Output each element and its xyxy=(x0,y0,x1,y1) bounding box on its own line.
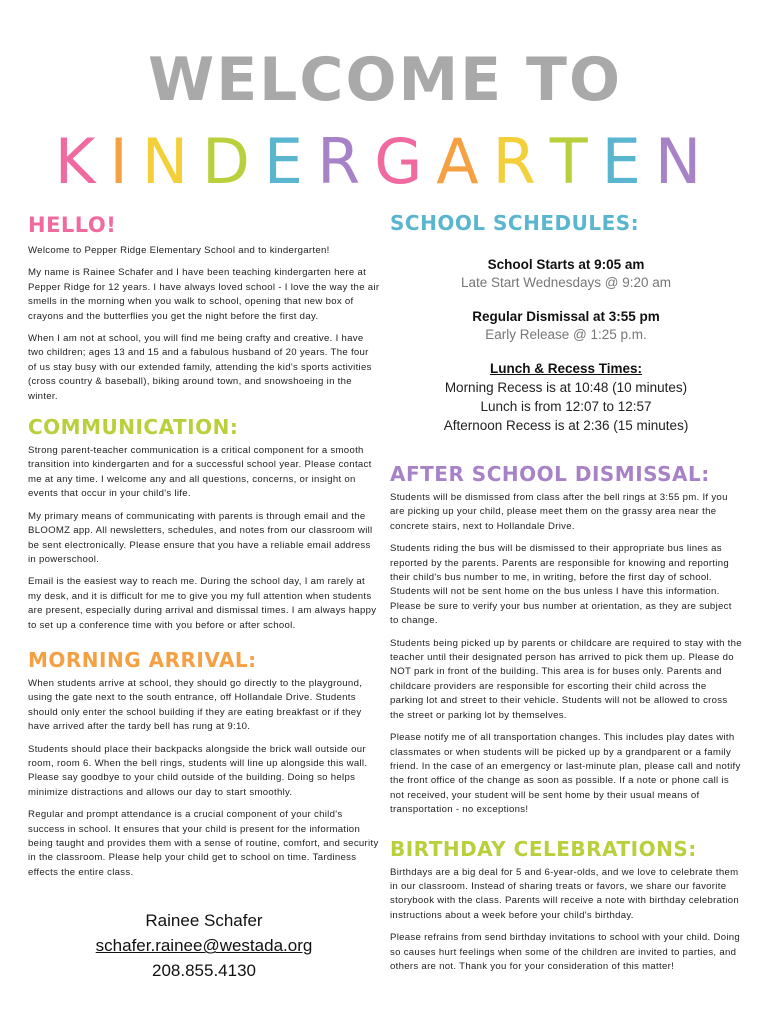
communication-heading: COMMUNICATION: xyxy=(28,415,239,440)
right-column xyxy=(390,210,742,974)
morning-arrival-heading: MORNING ARRIVAL: xyxy=(28,647,257,672)
late-start-time: Late Start Wednesdays @ 9:20 am xyxy=(460,275,672,290)
afternoon-recess-time: Afternoon Recess is at 2:36 (15 minutes) xyxy=(443,418,689,433)
title-letter: T xyxy=(549,125,602,198)
title-letter: N xyxy=(654,125,716,198)
morning-paragraph: Regular and prompt attendance is a crucial component of your child's success in school. It ensures that your child is present for the information being taught and provides them with a sense of routine, comfort, and security in the classroom. Please help your child get to school on time. Tardiness effects the entire class. xyxy=(28,809,379,878)
title-letter: A xyxy=(436,125,493,198)
morning-paragraph: When students arrive at school, they should go directly to the playground, using the gate next to the south entrance, off Hollandale Drive. Students should only enter the school building if they are eating breakfast or if they have arrived after the tardy bell has rung at 9:10. xyxy=(28,677,363,733)
signature-phone: 208.855.4130 xyxy=(152,961,256,981)
after-school-paragraph: Please notify me of all transportation changes. This includes play dates with classmates or when students will be picked up by a grandparent or a family friend. In the case of an emergency or last-minute plan, please call and notify the front office of the change as soon as possible. If a note or phone call is not received, your student will be sent home by their usual means of transportation - no exceptions! xyxy=(390,732,741,816)
signature-email-link[interactable]: schafer.rainee@westada.org xyxy=(95,936,313,956)
title-letter: K xyxy=(54,125,110,198)
hello-paragraph: When I am not at school, you will find me being crafty and creative. I have two children; ages 13 and 15 and a fabulous husband of 20 years. The four of us stay busy with our extended family, attending the kid's sports activities (cross country & baseball), biking around town, and snowshoeing in the winter. xyxy=(28,333,372,402)
title-letter: E xyxy=(601,125,655,198)
communication-paragraph: My primary means of communicating with parents is through email and the BLOOMZ app. All newsletters, schedules, and notes from our classroom will be sent electronically. Please ensure that you have a reliable email address in powerschool. xyxy=(28,510,373,565)
early-release-time: Early Release @ 1:25 p.m. xyxy=(485,327,647,342)
title-letter: I xyxy=(109,125,142,198)
title-letter: R xyxy=(317,125,375,198)
hello-paragraph: Welcome to Pepper Ridge Elementary School and to kindergarten! xyxy=(28,245,330,256)
title-letter: E xyxy=(263,125,318,198)
communication-paragraph: Strong parent-teacher communication is a critical component for a smooth transition into kindergarten and for a successful school year. Please contact me at any time. I welcome any and all questions, concerns, or insight on events that occur in your child's life. xyxy=(28,445,372,500)
after-school-paragraph: Students being picked up by parents or childcare are required to stay with the teacher until their designated person has arrived to pick them up. Please do NOT park in front of the building. This area is for buses only. Parents and childcare providers are responsible for escorting their child across the parking lot and street to their vehicle. Students will not be allowed to cross the street or parking lot by themselves. xyxy=(390,637,742,721)
after-school-paragraph: Students riding the bus will be dismissed to their appropriate bus lines as reported by the parents. Parents are responsible for knowing and reporting their child's bus number to me, in writing, before the first day of school. Students will not be sent home on the bus unless I have this information. Please be sure to verify your bus number at orientation, as they are subject to change. xyxy=(390,543,732,627)
lunch-recess-heading: Lunch & Recess Times: xyxy=(489,361,643,376)
birthday-paragraph: Birthdays are a big deal for 5 and 6-year-olds, and we love to celebrate them in our classroom. Instead of sharing treats or favors, we share our favorite storybook with the class. Parents will receive a note with birthday celebration instructions about a week before your child's birthday. xyxy=(390,866,739,921)
title-letter: R xyxy=(492,125,550,198)
after-school-paragraph: Students will be dismissed from class after the bell rings at 3:55 pm. If you are picking up your child, please meet them on the grassy area near the concrete stairs, next to Hollandale Drive. xyxy=(390,492,728,532)
title-letter: D xyxy=(202,125,264,198)
schedule-block xyxy=(390,256,742,435)
lunch-time: Lunch is from 12:07 to 12:57 xyxy=(480,399,652,414)
morning-paragraph: Students should place their backpacks alongside the brick wall outside our room, room 6. When the bell rings, students will line up alongside this wall. Please say goodbye to your child outside of the building. Doing so helps minimize distractions and allows our day to start smoothly. xyxy=(28,743,368,798)
title-letter: N xyxy=(141,125,203,198)
title-kindergarten xyxy=(0,122,770,202)
school-start-time: School Starts at 9:05 am xyxy=(487,257,645,272)
birthday-paragraph: Please refrains from send birthday invitations to school with your child. Doing so causes hurt feelings when some of the children are invited to parties, and others are not. Thank you for your consideration of this matter! xyxy=(390,932,741,972)
left-column xyxy=(28,212,380,983)
title-welcome-to: WELCOME TO xyxy=(148,45,622,115)
signature-name: Rainee Schafer xyxy=(145,911,263,931)
signature xyxy=(28,908,380,983)
birthday-heading: BIRTHDAY CELEBRATIONS: xyxy=(390,836,697,861)
hello-paragraph: My name is Rainee Schafer and I have been teaching kindergarten here at Pepper Ridge for 12 years. I have always loved school - I love the way the air smells in the morning when you walk to school, opening that new box of crayons and the butterflies you get the night before the first day. xyxy=(28,267,380,322)
dismissal-time: Regular Dismissal at 3:55 pm xyxy=(472,309,660,324)
morning-recess-time: Morning Recess is at 10:48 (10 minutes) xyxy=(444,380,688,395)
communication-paragraph: Email is the easiest way to reach me. During the school day, I am rarely at my desk, and it is difficult for me to give you my full attention when students are present, especially during arrival and dismissal times. I am always happy to set up a conference time with you before or after school. xyxy=(28,576,377,631)
title-letter: G xyxy=(374,125,437,198)
school-schedules-heading: SCHOOL SCHEDULES: xyxy=(390,211,640,235)
hello-heading: HELLO! xyxy=(28,213,117,237)
after-school-heading: AFTER SCHOOL DISMISSAL: xyxy=(390,462,710,486)
